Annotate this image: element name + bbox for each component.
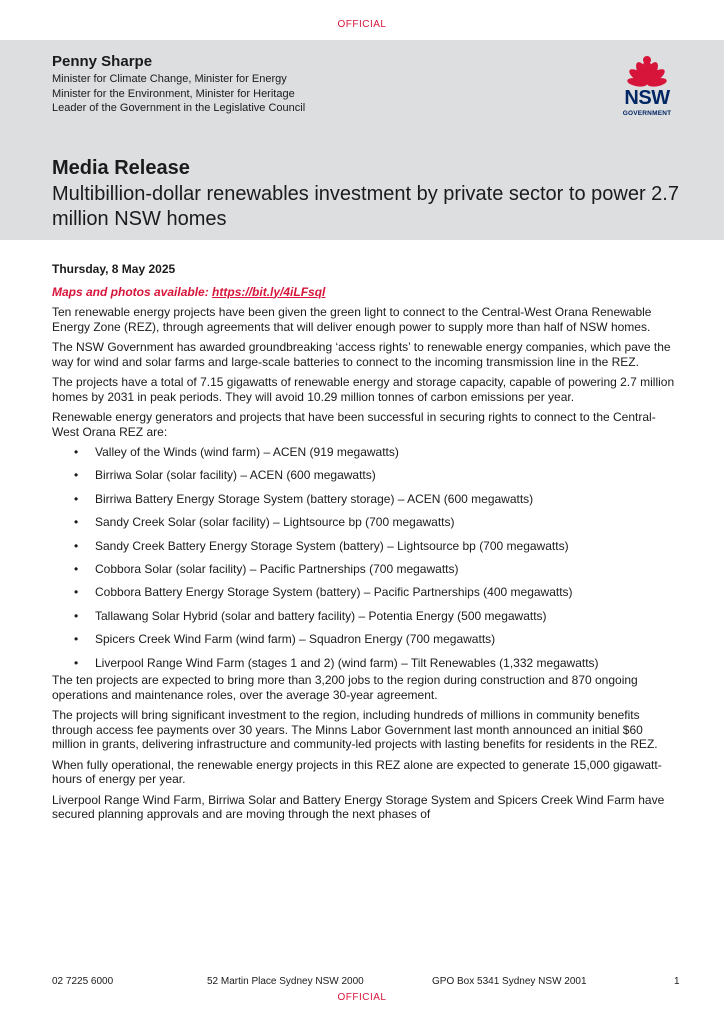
list-item: • Spicers Creek Wind Farm (wind farm) – Squadron Energy (700 megawatts) — [74, 632, 496, 647]
paragraph: Ten renewable energy projects have been given the green light to connect to the Central-West Orana Renewable Energy Zone (REZ), through agreements that will deliver enough power to supply more than half of NSW homes. — [52, 305, 652, 334]
minister-roles — [52, 72, 305, 116]
list-item: • Sandy Creek Battery Energy Storage System (battery) – Lightsource bp (700 megawatts) — [74, 538, 569, 553]
list-item: • Birriwa Battery Energy Storage System (battery storage) – ACEN (600 megawatts) — [74, 491, 534, 506]
list-item: • Liverpool Range Wind Farm (stages 1 and 2) (wind farm) – Tilt Renewables (1,332 megawatts) — [74, 655, 599, 670]
release-body — [52, 262, 678, 828]
waratah-icon — [612, 50, 682, 90]
paragraph: The ten projects are expected to bring more than 3,200 jobs to the region during construction and 870 ongoing operations and maintenance roles, over the average 30-year agreement. — [52, 673, 638, 702]
footer-phone: 02 7225 6000 — [52, 976, 114, 987]
list-item: • Birriwa Solar (solar facility) – ACEN (600 megawatts) — [74, 468, 376, 483]
footer-po-box: GPO Box 5341 Sydney NSW 2001 — [432, 976, 587, 987]
bullet-icon: • — [74, 561, 79, 576]
headline: Multibillion-dollar renewables investment by private sector to power 2.7 million NSW homes — [52, 183, 679, 230]
bullet-icon: • — [74, 445, 79, 459]
page-number: 1 — [674, 976, 680, 987]
bullet-icon: • — [74, 655, 79, 670]
bullet-icon: • — [74, 491, 79, 506]
minister-role: Minister for the Environment, Minister for Heritage — [52, 87, 295, 100]
bullet-icon: • — [74, 538, 79, 553]
list-item: • Valley of the Winds (wind farm) – ACEN (919 megawatts) — [74, 445, 399, 459]
paragraph: When fully operational, the renewable energy projects in this REZ alone are expected to generate 15,000 gigawatt-hours of energy per year. — [52, 757, 662, 787]
maps-link[interactable]: https://bit.ly/4iLFsql — [212, 284, 326, 299]
minister-role: Minister for Climate Change, Minister for Energy — [52, 73, 287, 85]
document-type: Media Release — [52, 157, 190, 179]
logo-subtext: GOVERNMENT — [622, 110, 672, 117]
minister-role: Leader of the Government in the Legislative Council — [52, 102, 306, 114]
minister-name: Penny Sharpe — [52, 53, 153, 70]
paragraph: The projects have a total of 7.15 gigawatts of renewable energy and storage capacity, capable of powering 2.7 million homes by 2031 in peak periods. They will avoid 10.29 million tonnes of carbon emissions per year. — [52, 375, 675, 404]
release-date: Thursday, 8 May 2025 — [52, 262, 176, 276]
bullet-icon: • — [74, 632, 79, 647]
list-item: • Cobbora Solar (solar facility) – Pacific Partnerships (700 megawatts) — [74, 561, 459, 576]
bullet-icon: • — [74, 585, 79, 600]
paragraph: Liverpool Range Wind Farm, Birriwa Solar and Battery Energy Storage System and Spicers Creek Wind Farm have secured planning approvals and are moving through the next phases of — [52, 792, 665, 822]
maps-label: Maps and photos available: — [52, 284, 209, 299]
classification-top: OFFICIAL — [337, 19, 387, 30]
paragraph: The NSW Government has awarded groundbreaking ‘access rights’ to renewable energy companies, which pave the way for wind and solar farms and large-scale batteries to connect to the incoming transmission line in the REZ. — [52, 340, 671, 369]
list-item: • Tallawang Solar Hybrid (solar and battery facility) – Potentia Energy (500 megawatts) — [74, 608, 547, 623]
bullet-icon: • — [74, 608, 79, 623]
list-item: • Cobbora Battery Energy Storage System (battery) – Pacific Partnerships (400 megawatts) — [74, 585, 573, 600]
project-list — [52, 445, 678, 670]
list-item: • Sandy Creek Solar (solar facility) – Lightsource bp (700 megawatts) — [74, 515, 455, 530]
paragraph: Renewable energy generators and projects that have been successful in securing rights to connect to the Central-West Orana REZ are: — [52, 410, 656, 439]
footer-address: 52 Martin Place Sydney NSW 2000 — [207, 976, 364, 987]
paragraph: The projects will bring significant investment to the region, including hundreds of millions in community benefits through access fee payments over 30 years. The Minns Labor Government last month announced an initial $60 million in grants, delivering infrastructure and community-led projects with lasting benefits for residents in the REZ. — [52, 708, 658, 752]
classification-bottom: OFFICIAL — [337, 992, 387, 1003]
bullet-icon: • — [74, 468, 79, 483]
nsw-government-logo — [612, 50, 682, 122]
logo-text: NSW — [624, 87, 670, 109]
maps-photos-line — [52, 285, 678, 300]
bullet-icon: • — [74, 515, 79, 530]
